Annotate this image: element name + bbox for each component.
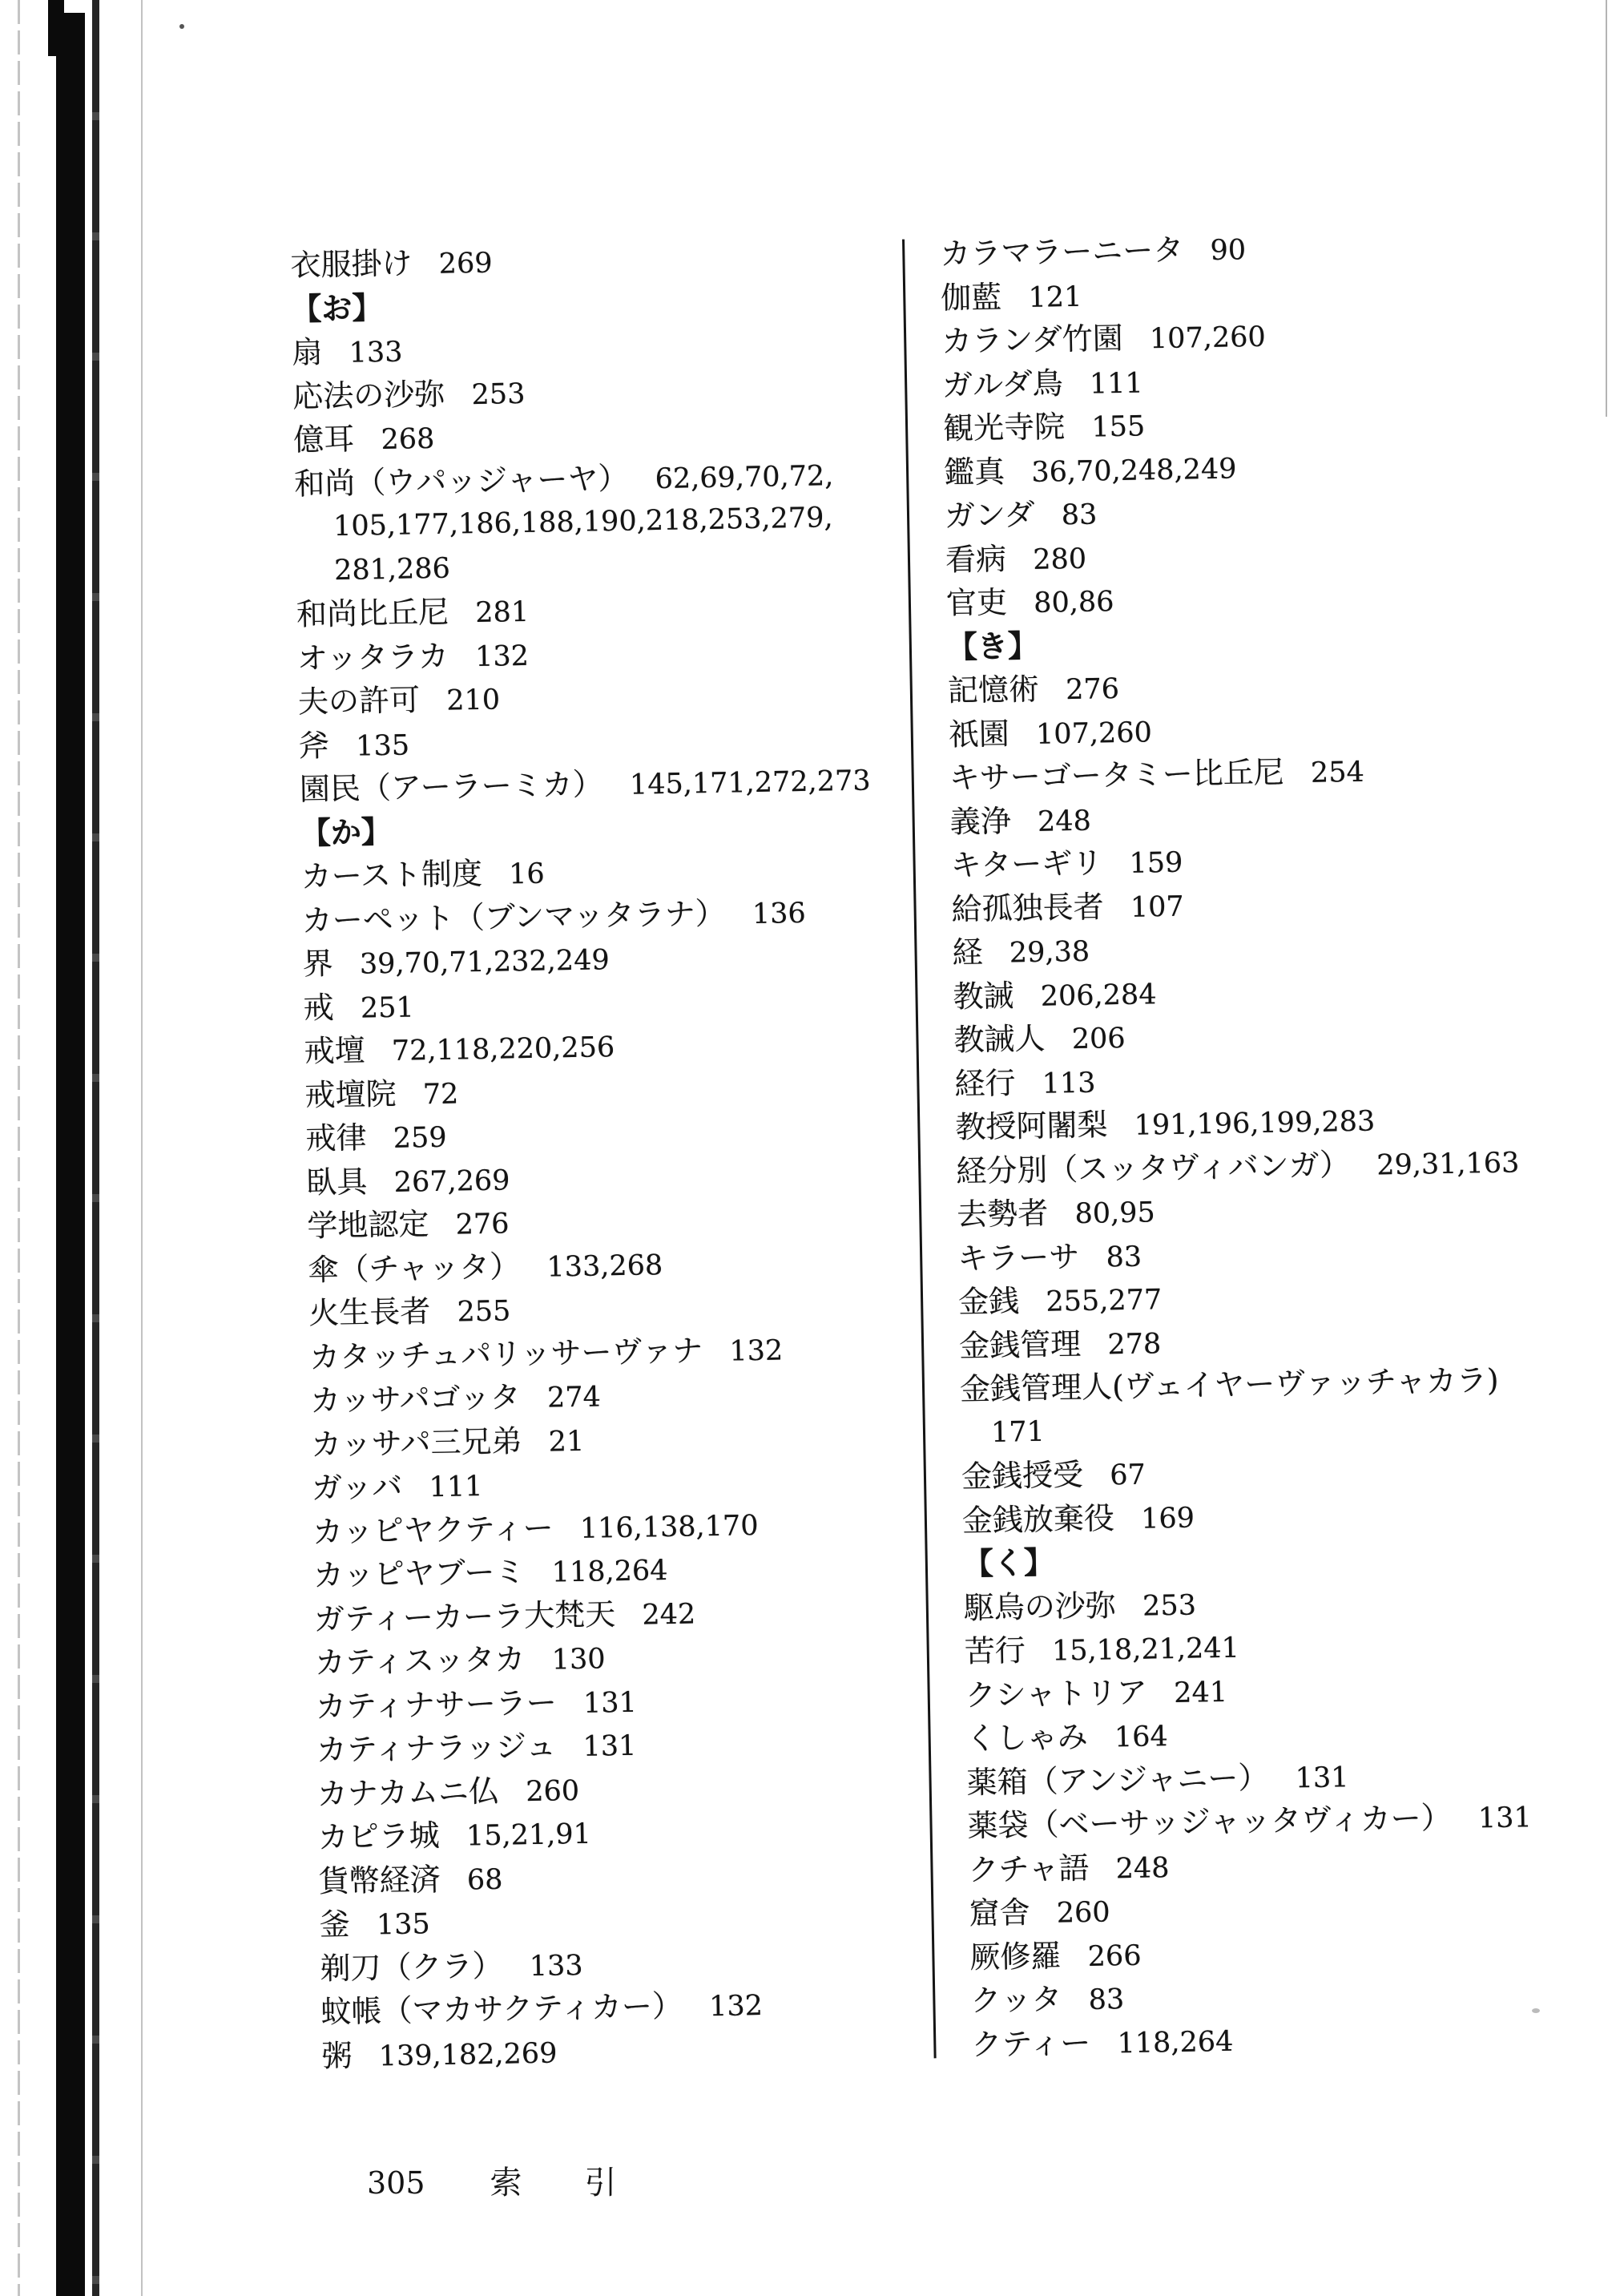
entry-pages: 39,70,71,232,249 xyxy=(359,944,610,981)
entry-pages: 29,31,163 xyxy=(1376,1146,1520,1182)
entry-pages: 72,118,220,256 xyxy=(391,1031,615,1067)
entry-term: カティスッタカ xyxy=(314,1641,526,1681)
entry-pages: 266 xyxy=(1087,1939,1142,1973)
entry-pages: 260 xyxy=(525,1774,580,1808)
section-heading: 【か】 xyxy=(300,813,393,851)
entry-term: 金銭 xyxy=(957,1283,1020,1320)
entry-pages: 131 xyxy=(1477,1802,1533,1835)
entry-term: 蚊帳（マカサクティカー） xyxy=(320,1987,683,2030)
entry-pages: 255 xyxy=(457,1295,511,1329)
entry-term: 学地認定 xyxy=(307,1206,429,1244)
entry-pages: 206 xyxy=(1071,1022,1126,1056)
entry-pages: 107,260 xyxy=(1149,321,1267,356)
entry-term: 界 xyxy=(302,946,334,982)
entry-pages: 276 xyxy=(455,1208,510,1241)
entry-term: 夫の許可 xyxy=(297,682,421,720)
page-footer xyxy=(367,2161,632,2205)
entry-term: クチャ語 xyxy=(968,1850,1090,1888)
entry-term: カランダ竹園 xyxy=(941,320,1124,359)
entry-term: 鑑真 xyxy=(943,453,1005,490)
entry-term: カッピヤクティー xyxy=(312,1510,554,1550)
entry-term: カタッチュパリッサーヴァナ xyxy=(308,1332,703,1375)
entry-term: オッタラカ xyxy=(296,638,449,676)
entry-pages: 116,138,170 xyxy=(579,1509,759,1545)
entry-pages: 155 xyxy=(1091,410,1146,444)
entry-pages: 210 xyxy=(445,684,501,717)
entry-pages: 67 xyxy=(1109,1459,1146,1492)
entry-pages: 133 xyxy=(349,336,403,369)
entry-term: 駆烏の沙弥 xyxy=(963,1587,1117,1626)
entry-pages: 260 xyxy=(1056,1896,1110,1930)
entry-term: 記憶術 xyxy=(947,671,1040,708)
entry-term: 園民（アーラーミカ） xyxy=(299,766,604,807)
section-heading: 【き】 xyxy=(946,627,1039,665)
entry-pages: 121 xyxy=(1028,280,1082,314)
index-body xyxy=(290,222,1572,2087)
entry-term: 教誡人 xyxy=(953,1020,1046,1058)
entry-pages: 21 xyxy=(548,1425,585,1459)
entry-pages: 139,182,269 xyxy=(378,2037,558,2072)
entry-pages: 107,260 xyxy=(1035,716,1153,751)
entry-pages: 130 xyxy=(551,1643,606,1677)
entry-pages: 118,264 xyxy=(551,1555,668,1589)
entry-pages: 80,86 xyxy=(1033,586,1114,619)
entry-pages: 248 xyxy=(1037,805,1092,838)
entry-pages: 255,277 xyxy=(1046,1284,1163,1318)
running-title: 索 引 xyxy=(490,2165,632,2201)
entry-pages: 90 xyxy=(1210,234,1247,267)
entry-pages: 248 xyxy=(1115,1851,1170,1885)
scan-speck xyxy=(179,24,184,29)
entry-pages: 132 xyxy=(708,1990,764,2024)
entry-term: キターギリ xyxy=(950,845,1103,883)
entry-term: 戒壇 xyxy=(304,1032,365,1069)
entry-term: 貨幣経済 xyxy=(318,1861,441,1899)
entry-pages: 36,70,248,249 xyxy=(1031,452,1237,489)
entry-term: カナカムニ仏 xyxy=(316,1773,500,1812)
entry-pages: 131 xyxy=(582,1729,637,1763)
entry-pages: 135 xyxy=(355,728,410,763)
entry-term: ガッバ xyxy=(311,1468,403,1506)
entry-term: 扇 xyxy=(291,334,323,370)
entry-term: カーペット（ブンマッタラナ） xyxy=(301,895,727,938)
entry-pages: 131 xyxy=(1295,1761,1349,1794)
entry-term: カラマラーニータ xyxy=(939,232,1184,272)
entry-term: カティナサーラー xyxy=(315,1684,558,1725)
entry-term: 苦行 xyxy=(964,1632,1026,1669)
entry-pages: 274 xyxy=(546,1381,602,1414)
entry-term: 戒律 xyxy=(305,1120,367,1156)
entry-term: 伽藍 xyxy=(940,279,1002,316)
entry-term: 去勢者 xyxy=(956,1195,1049,1233)
entry-term: 経行 xyxy=(954,1064,1016,1102)
scan-faint-line xyxy=(141,0,143,2296)
entry-term: 釜 xyxy=(319,1907,351,1943)
entry-pages: 111 xyxy=(1089,366,1144,401)
entry-pages: 113 xyxy=(1042,1067,1096,1100)
entry-term: クティー xyxy=(970,2024,1091,2062)
entry-term: キサーゴータミー比丘尼 xyxy=(949,754,1285,796)
entry-term: カッサパ三兄弟 xyxy=(310,1422,522,1463)
entry-term: 金銭管理人(ヴェイヤーヴァッチャカラ) xyxy=(959,1362,1499,1407)
entry-term: 衣服掛け xyxy=(290,245,413,283)
entry-pages: 83 xyxy=(1106,1241,1142,1273)
scan-left-edge-line xyxy=(18,0,20,2296)
page-number: 305 xyxy=(367,2165,425,2201)
entry-pages: 241 xyxy=(1173,1676,1228,1709)
entry-pages: 136 xyxy=(752,897,807,930)
entry-pages: 80,95 xyxy=(1074,1196,1156,1231)
index-entry-continuation: 171 xyxy=(990,1415,1046,1449)
entry-pages: 268 xyxy=(381,422,435,457)
entry-term: 教誡 xyxy=(953,977,1014,1015)
entry-pages: 133,268 xyxy=(546,1249,663,1284)
entry-term: 火生長者 xyxy=(308,1293,431,1331)
entry-term: 億耳 xyxy=(292,421,355,458)
entry-term: ガルダ鳥 xyxy=(941,365,1064,403)
entry-term: 看病 xyxy=(945,540,1007,578)
entry-term: 傘（チャッタ） xyxy=(307,1248,521,1288)
entry-term: 薬袋（ベーサッジャッタヴィカー） xyxy=(967,1800,1453,1844)
entry-pages: 29,38 xyxy=(1009,935,1090,970)
section-heading: 【く】 xyxy=(962,1543,1055,1582)
entry-pages: 191,196,199,283 xyxy=(1134,1105,1376,1142)
entry-pages: 83 xyxy=(1061,498,1098,532)
entry-term: 金銭放棄役 xyxy=(961,1499,1115,1539)
entry-pages: 164 xyxy=(1114,1721,1169,1754)
entry-pages: 107 xyxy=(1130,890,1185,924)
entry-term: 戒壇院 xyxy=(304,1075,397,1113)
entry-term: 応法の沙弥 xyxy=(292,376,445,414)
entry-pages: 145,171,272,273 xyxy=(629,765,871,801)
entry-pages: 132 xyxy=(474,640,530,673)
entry-pages: 251 xyxy=(360,991,415,1025)
entry-pages: 254 xyxy=(1310,756,1365,789)
entry-pages: 267,269 xyxy=(393,1164,510,1199)
entry-pages: 15,21,91 xyxy=(465,1818,592,1853)
entry-term: 官吏 xyxy=(945,584,1008,621)
scan-right-edge-line xyxy=(1606,0,1607,417)
entry-term: カピラ城 xyxy=(317,1818,441,1855)
scan-gutter-line xyxy=(92,0,99,2296)
entry-term: 経 xyxy=(952,934,983,970)
entry-term: 観光寺院 xyxy=(942,409,1066,446)
entry-pages: 133 xyxy=(529,1949,583,1983)
entry-term: ガティーカーラ大梵天 xyxy=(313,1596,616,1637)
index-entry-continuation: 105,177,186,188,190,218,253,279, xyxy=(332,502,833,543)
entry-term: ガンダ xyxy=(944,496,1035,534)
entry-term: 経分別（スッタヴィバンガ） xyxy=(955,1146,1351,1189)
entry-pages: 16 xyxy=(508,857,546,891)
entry-term: カティナラッジュ xyxy=(316,1728,557,1768)
entry-pages: 253 xyxy=(471,377,526,411)
entry-term: 祇園 xyxy=(948,715,1010,753)
entry-pages: 280 xyxy=(1032,543,1087,576)
entry-term: 和尚比丘尼 xyxy=(296,594,449,632)
entry-term: 教授阿闍梨 xyxy=(954,1107,1108,1145)
entry-term: クッタ xyxy=(970,1981,1062,2019)
entry-pages: 62,69,70,72, xyxy=(655,459,834,495)
entry-term: 薬箱（アンジャニー） xyxy=(966,1759,1269,1801)
entry-term: 金銭管理 xyxy=(958,1326,1082,1364)
entry-pages: 278 xyxy=(1107,1327,1162,1361)
entry-pages: 259 xyxy=(393,1121,447,1155)
entry-term: 戒 xyxy=(303,989,335,1026)
entry-pages: 269 xyxy=(438,247,493,280)
entry-pages: 131 xyxy=(582,1686,638,1720)
entry-pages: 159 xyxy=(1129,846,1183,880)
scan-binding-shadow xyxy=(56,13,85,2296)
entry-term: 給孤独長者 xyxy=(951,888,1104,927)
entry-pages: 83 xyxy=(1088,1983,1125,2016)
entry-term: 厥修羅 xyxy=(969,1938,1062,1975)
index-column-right xyxy=(940,222,1565,2067)
entry-pages: 72 xyxy=(422,1077,459,1111)
entry-pages: 111 xyxy=(429,1471,483,1504)
entry-term: 臥具 xyxy=(306,1163,368,1200)
entry-pages: 242 xyxy=(642,1597,696,1632)
entry-term: くしゃみ xyxy=(965,1718,1089,1757)
section-heading: 【お】 xyxy=(291,289,383,327)
index-entry-continuation: 281,286 xyxy=(333,552,451,587)
entry-term: クシャトリア xyxy=(965,1674,1148,1713)
entry-term: カースト制度 xyxy=(300,855,483,894)
entry-pages: 281 xyxy=(474,595,530,630)
entry-term: 粥 xyxy=(321,2037,353,2074)
entry-term: 和尚（ウパッジャーヤ） xyxy=(293,460,629,502)
entry-pages: 132 xyxy=(729,1334,784,1368)
entry-pages: 276 xyxy=(1065,673,1120,707)
entry-pages: 15,18,21,241 xyxy=(1051,1632,1240,1668)
entry-term: 剃刀（クラ） xyxy=(320,1947,503,1987)
entry-term: 義浄 xyxy=(949,802,1012,840)
entry-term: カッサパゴッタ xyxy=(309,1379,522,1418)
entry-term: キラーサ xyxy=(957,1238,1080,1277)
entry-pages: 253 xyxy=(1142,1589,1197,1623)
entry-pages: 68 xyxy=(466,1863,503,1896)
entry-term: 斧 xyxy=(298,727,330,764)
entry-pages: 118,264 xyxy=(1117,2025,1234,2060)
index-column-left xyxy=(290,233,915,2078)
entry-term: 窟舎 xyxy=(969,1895,1030,1931)
entry-term: 金銭授受 xyxy=(961,1456,1084,1495)
entry-term: カッピヤブーミ xyxy=(312,1554,526,1593)
entry-pages: 169 xyxy=(1140,1502,1195,1535)
entry-pages: 206,284 xyxy=(1040,978,1157,1013)
entry-pages: 135 xyxy=(376,1908,431,1942)
